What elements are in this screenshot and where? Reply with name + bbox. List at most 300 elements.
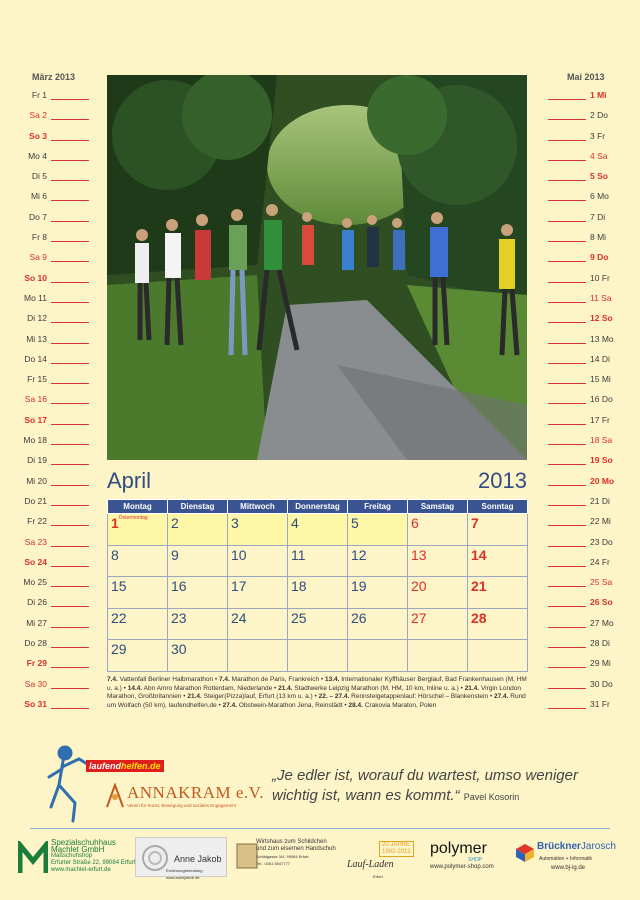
next-month-day-label: 13 Mo <box>590 333 614 344</box>
next-month-day-label: 4 Sa <box>590 150 608 161</box>
next-month-day-row <box>545 349 640 369</box>
prev-month-writing-line <box>51 667 89 668</box>
prev-month-day-label: Mo 11 <box>24 292 47 303</box>
calendar-day-number: 18 <box>291 578 307 594</box>
prev-month-day-label: Di 19 <box>27 455 47 466</box>
next-month-writing-line <box>548 282 586 283</box>
prev-month-day-label: So 3 <box>29 130 47 141</box>
event-date: 21.4. <box>278 684 293 692</box>
prev-month-day-row <box>15 450 110 470</box>
prev-month-day-label: Mo 25 <box>23 577 47 588</box>
next-month-day-row <box>545 166 640 186</box>
next-month-writing-line <box>548 302 586 303</box>
prev-month-day-row <box>15 674 110 694</box>
prev-month-day-row <box>15 329 110 349</box>
prev-month-day-label: Mi 20 <box>26 475 47 486</box>
calendar-day-cell <box>108 514 168 546</box>
prev-month-writing-line <box>51 302 89 303</box>
next-month-day-row <box>545 450 640 470</box>
annakram-logo <box>105 783 275 813</box>
calendar-day-cell <box>348 640 408 672</box>
april-calendar-grid <box>107 499 528 672</box>
calendar-day-number: 26 <box>351 609 367 626</box>
next-month-day-label: 16 Do <box>590 394 613 405</box>
prev-month-day-row <box>15 186 110 206</box>
next-month-day-row <box>545 694 640 714</box>
prev-month-writing-line <box>51 586 89 587</box>
prev-month-day-label: So 31 <box>24 698 47 709</box>
prev-month-day-row <box>15 592 110 612</box>
next-month-day-row <box>545 653 640 673</box>
next-month-writing-line <box>548 221 586 222</box>
event-date: 27.4. <box>222 702 238 710</box>
next-month-day-label: 10 Fr <box>590 272 610 283</box>
event-date: 14.4. <box>127 684 143 692</box>
next-month-writing-line <box>548 403 586 404</box>
next-month-writing-line <box>548 606 586 607</box>
next-month-writing-line <box>548 383 586 384</box>
next-month-writing-line <box>548 647 586 648</box>
prev-month-writing-line <box>51 505 89 506</box>
prev-month-day-label: Do 21 <box>24 495 47 506</box>
next-month-writing-line <box>548 119 586 120</box>
prev-month-day-row <box>15 369 110 389</box>
calendar-day-cell <box>468 514 528 546</box>
calendar-day-number: 1 <box>111 515 119 531</box>
prev-month-day-label: Mi 6 <box>30 191 47 202</box>
prev-month-writing-line <box>51 200 89 201</box>
holiday-label: Ostermontag <box>118 515 148 521</box>
next-month-day-row <box>545 268 640 288</box>
calendar-day-cell <box>108 545 168 577</box>
event-date: 22. – 27.4. <box>318 693 350 701</box>
next-month-day-label: 22 Mi <box>590 516 611 527</box>
next-month-day-label: 1 Mi <box>590 90 607 100</box>
calendar-day-cell <box>468 545 528 577</box>
calendar-day-cell <box>168 514 228 546</box>
prev-month-day-label: Fr 8 <box>31 232 47 243</box>
next-month-day-row <box>545 613 640 633</box>
prev-month-day-row <box>15 308 110 328</box>
calendar-day-cell <box>228 514 288 546</box>
calendar-day-number: 21 <box>471 578 487 594</box>
prev-month-day-row <box>15 633 110 653</box>
calendar-day-cell <box>348 545 408 577</box>
next-month-writing-line <box>548 525 586 526</box>
event-date: 7.4. <box>219 676 230 683</box>
prev-month-day-row <box>15 207 110 227</box>
prev-month-writing-line <box>51 546 89 547</box>
next-month-writing-line <box>548 343 586 344</box>
quote <box>272 766 602 807</box>
next-month-day-row <box>545 308 640 328</box>
next-month-writing-line <box>548 546 586 547</box>
calendar-day-cell <box>228 608 288 640</box>
prev-month-day-row <box>15 349 110 369</box>
calendar-day-cell <box>468 577 528 609</box>
event-date: 21.4. <box>187 693 202 701</box>
next-month-day-label: 7 Di <box>590 211 606 222</box>
prev-month-day-label: So 24 <box>24 556 47 567</box>
calendar-day-number: 12 <box>351 546 367 563</box>
prev-month-day-row <box>15 166 110 186</box>
calendar-day-number: 20 <box>411 578 427 594</box>
calendar-day-number: 8 <box>111 546 119 563</box>
calendar-day-number: 23 <box>171 609 187 626</box>
next-month-day-row <box>545 572 640 592</box>
next-month-writing-line <box>548 160 586 161</box>
event-date: 27.4. <box>493 693 509 701</box>
next-month-day-label: 29 Mi <box>590 658 611 669</box>
next-month-writing-line <box>548 627 586 628</box>
prev-month-day-label: Fr 29 <box>26 658 47 669</box>
prev-month-writing-line <box>51 282 89 283</box>
prev-month-title: März 2013 <box>31 72 75 82</box>
calendar-day-cell <box>468 640 528 672</box>
next-month-writing-line <box>548 180 586 181</box>
prev-month-day-row <box>15 105 110 125</box>
next-month-day-label: 31 Fr <box>590 698 610 709</box>
calendar-day-cell <box>348 608 408 640</box>
weekday-header: Montag <box>108 500 168 514</box>
prev-month-writing-line <box>51 485 89 486</box>
weekday-header: Freitag <box>348 500 408 514</box>
next-month-writing-line <box>548 464 586 465</box>
calendar-day-number: 15 <box>111 578 127 594</box>
prev-month-writing-line <box>51 363 89 364</box>
quote-author: Pavel Kosorin <box>463 792 520 802</box>
prev-month-day-label: Fr 1 <box>31 90 47 100</box>
next-month-writing-line <box>548 667 586 668</box>
weekday-header: Dienstag <box>168 500 228 514</box>
next-month-writing-line <box>548 363 586 364</box>
calendar-week-row <box>108 640 528 672</box>
footer-divider <box>30 828 610 829</box>
calendar-day-cell <box>408 545 468 577</box>
next-month-writing-line <box>548 261 586 262</box>
brueckner-cube-icon <box>515 843 535 863</box>
running-event-photo <box>107 75 527 460</box>
laufendhelfen-logo: laufendhelfen.de <box>86 760 164 772</box>
next-month-writing-line <box>548 586 586 587</box>
calendar-day-number: 3 <box>231 515 239 531</box>
next-month-day-label: 26 So <box>590 597 613 608</box>
next-month-writing-line <box>548 241 586 242</box>
prev-month-day-row <box>15 227 110 247</box>
prev-month-writing-line <box>51 119 89 120</box>
next-month-day-row <box>545 329 640 349</box>
calendar-day-number: 4 <box>291 515 299 531</box>
prev-month-day-row <box>15 146 110 166</box>
next-month-day-row <box>545 532 640 552</box>
prev-month-writing-line <box>51 140 89 141</box>
next-month-writing-line <box>548 688 586 689</box>
next-month-day-label: 8 Mi <box>590 232 607 243</box>
next-month-day-row <box>545 674 640 694</box>
prev-month-day-label: Sa 23 <box>24 536 47 547</box>
event-date: 21.4. <box>464 684 480 692</box>
prev-month-column <box>15 72 110 714</box>
prev-month-writing-line <box>51 99 89 100</box>
next-month-day-row <box>545 227 640 247</box>
next-month-day-row <box>545 288 640 308</box>
calendar-day-cell <box>228 545 288 577</box>
calendar-day-cell <box>168 545 228 577</box>
next-month-day-row <box>545 552 640 572</box>
prev-month-writing-line <box>51 444 89 445</box>
calendar-day-number: 5 <box>351 515 359 531</box>
next-month-column <box>545 72 640 714</box>
next-month-day-label: 23 Do <box>590 536 613 547</box>
prev-month-writing-line <box>51 343 89 344</box>
event-description: Abn Amro Marathon Rotterdam, Niederlande • <box>142 684 279 692</box>
sponsor-polymer: polymer SHOP www.polymer-shop.com <box>430 840 494 870</box>
prev-month-day-label: So 17 <box>24 414 47 425</box>
next-month-day-label: 14 Di <box>590 353 610 364</box>
next-month-day-label: 24 Fr <box>590 556 610 567</box>
prev-month-day-label: Mi 27 <box>26 617 47 628</box>
next-month-day-label: 21 Di <box>590 495 610 506</box>
next-month-day-row <box>545 410 640 430</box>
calendar-day-number: 11 <box>291 546 306 563</box>
prev-month-writing-line <box>51 322 89 323</box>
next-month-day-row <box>545 592 640 612</box>
prev-month-writing-line <box>51 647 89 648</box>
next-month-day-row <box>545 85 640 105</box>
prev-month-writing-line <box>51 525 89 526</box>
prev-month-day-row <box>15 552 110 572</box>
year: 2013 <box>478 468 527 493</box>
prev-month-day-label: Fr 15 <box>27 374 47 385</box>
calendar-day-cell <box>108 608 168 640</box>
event-description: Marathon de Paris, Frankreich • <box>229 676 325 683</box>
prev-month-day-label: Mo 18 <box>23 435 47 446</box>
next-month-title: Mai 2013 <box>567 72 605 82</box>
prev-month-writing-line <box>51 241 89 242</box>
next-month-day-label: 5 So <box>590 171 608 182</box>
weekday-header: Donnerstag <box>288 500 348 514</box>
calendar-day-number: 27 <box>411 609 427 626</box>
next-month-day-row <box>545 389 640 409</box>
prev-month-day-row <box>15 247 110 267</box>
next-month-day-label: 15 Mi <box>590 374 611 385</box>
calendar-day-cell <box>228 640 288 672</box>
calendar-day-cell <box>108 640 168 672</box>
jakob-logo-icon <box>140 843 170 873</box>
next-month-day-label: 19 So <box>590 455 613 466</box>
next-month-day-row <box>545 430 640 450</box>
calendar-day-number: 6 <box>411 515 419 531</box>
next-month-day-label: 11 Sa <box>590 292 612 303</box>
calendar-day-number: 14 <box>471 546 487 563</box>
next-month-day-label: 20 Mo <box>590 475 615 486</box>
next-month-writing-line <box>548 505 586 506</box>
calendar-day-number: 9 <box>171 546 179 563</box>
calendar-week-row <box>108 514 528 546</box>
sponsor-jakob: Anne Jakob Ernährungsberatung · www.annejakob.de <box>135 837 227 877</box>
calendar-day-number: 13 <box>411 546 427 563</box>
calendar-day-cell <box>408 514 468 546</box>
next-month-day-row <box>545 491 640 511</box>
month-title-row <box>107 468 527 496</box>
prev-month-day-row <box>15 511 110 531</box>
next-month-writing-line <box>548 99 586 100</box>
prev-month-day-label: Sa 9 <box>29 252 47 263</box>
calendar-day-number: 30 <box>171 641 187 657</box>
events-list <box>107 676 528 711</box>
next-month-writing-line <box>548 424 586 425</box>
calendar-day-number: 10 <box>231 546 247 563</box>
prev-month-day-row <box>15 471 110 491</box>
prev-month-day-row <box>15 491 110 511</box>
sponsor-bar: Spezialschuhhaus Machlet GmbH Maßschuhshop Erfurter Straße 22, 99084 Erfurt www.machlet-erfurt.de Anne Jakob Ernährungsberatung · www.annejakob.de Wirtshaus zum Schildchen und zum eisernen Handschuh Schildgasse 3/4, 99084 Erfurt Tel.: 0361 5547777 20 JAHRE 1992-2012 Lauf-Laden Erfurt polymer SHOP www.polymer-shop.com BrücknerJarosch Automation + Informatik www.bj-ig.de <box>0 833 640 900</box>
annakram-subtitle: Verein für Kunst, Bewegung und soziales Engagement <box>127 803 236 808</box>
calendar-day-number: 19 <box>351 578 367 594</box>
prev-month-day-label: Mi 13 <box>26 333 47 344</box>
calendar-day-cell <box>348 577 408 609</box>
event-date: 13.4. <box>324 676 340 683</box>
next-month-day-label: 30 Do <box>590 678 613 689</box>
prev-month-day-label: Sa 16 <box>24 394 47 405</box>
prev-month-day-row <box>15 613 110 633</box>
next-month-day-row <box>545 146 640 166</box>
prev-month-writing-line <box>51 221 89 222</box>
next-month-writing-line <box>548 322 586 323</box>
prev-month-day-row <box>15 572 110 592</box>
next-month-day-label: 28 Di <box>590 638 610 649</box>
event-description: Virgin London Marathon, Großbritannien • <box>107 684 521 701</box>
calendar-day-cell <box>168 640 228 672</box>
prev-month-day-row <box>15 288 110 308</box>
next-month-day-label: 18 Sa <box>590 435 613 446</box>
next-month-day-row <box>545 105 640 125</box>
calendar-week-row <box>108 608 528 640</box>
calendar-day-number: 22 <box>111 609 127 626</box>
event-description: Crakovia Maraton, Polen <box>362 702 437 710</box>
weekday-header: Samstag <box>408 500 468 514</box>
calendar-day-cell <box>228 577 288 609</box>
calendar-day-cell <box>408 608 468 640</box>
prev-month-writing-line <box>51 566 89 567</box>
prev-month-day-label: Do 28 <box>24 638 47 649</box>
annakram-name: ANNAKRAM e.V. <box>127 783 264 802</box>
event-description: Rund um Wolfach (50 km), laufendhelfen.de • <box>107 693 526 710</box>
prev-month-day-label: Do 7 <box>29 211 47 222</box>
calendar-day-number: 25 <box>291 609 307 626</box>
prev-month-day-label: Sa 30 <box>24 678 47 689</box>
calendar-day-cell <box>468 608 528 640</box>
next-month-day-label: 9 Do <box>590 252 609 263</box>
event-description: Obstwein-Marathon Jena, Reinstädt • <box>237 702 349 710</box>
calendar-day-number: 7 <box>471 515 479 531</box>
prev-month-day-label: Do 14 <box>24 353 47 364</box>
prev-month-day-row <box>15 653 110 673</box>
event-description: Steiger(Pizza)lauf, Erfurt (13 km u. a.) • <box>201 693 319 701</box>
next-month-writing-line <box>548 444 586 445</box>
prev-month-day-row <box>15 389 110 409</box>
prev-month-day-label: Fr 22 <box>27 516 47 527</box>
prev-month-writing-line <box>51 688 89 689</box>
calendar-day-cell <box>288 545 348 577</box>
event-description: Stadtwerke Leipzig Marathon (M, HM, 10 km, Inline u. a.) • <box>292 684 465 692</box>
calendar-day-cell <box>108 577 168 609</box>
weekday-header: Sonntag <box>468 500 528 514</box>
calendar-day-number: 2 <box>171 515 179 531</box>
calendar-day-cell <box>348 514 408 546</box>
event-date: 7.4. <box>107 676 118 683</box>
prev-month-writing-line <box>51 383 89 384</box>
next-month-day-label: 12 So <box>590 313 613 324</box>
prev-month-writing-line <box>51 606 89 607</box>
calendar-day-number: 28 <box>471 609 487 626</box>
prev-month-writing-line <box>51 627 89 628</box>
prev-month-day-label: So 10 <box>24 272 47 283</box>
calendar-day-cell <box>288 514 348 546</box>
prev-month-day-row <box>15 268 110 288</box>
next-month-writing-line <box>548 708 586 709</box>
next-month-day-label: 3 Fr <box>590 130 606 141</box>
prev-month-writing-line <box>51 403 89 404</box>
prev-month-day-label: Mo 4 <box>28 150 47 161</box>
month-name: April <box>107 468 152 493</box>
event-description: Internationaler Kyffhäuser Berglauf, Bad Frankenhausen (M, HM u. a.) • <box>107 676 527 692</box>
calendar-day-cell <box>168 577 228 609</box>
prev-month-day-label: Sa 2 <box>29 110 47 121</box>
quote-text: „Je edler ist, worauf du wartest, umso weniger wichtig ist, wann es kommt.“ <box>272 767 578 804</box>
calendar-day-cell <box>288 608 348 640</box>
prev-month-day-row <box>15 85 110 105</box>
calendar-day-cell <box>288 640 348 672</box>
next-month-writing-line <box>548 200 586 201</box>
next-month-day-row <box>545 511 640 531</box>
next-month-day-row <box>545 247 640 267</box>
event-description: Rennsteigetappenlauf: Hörschel – Blankenstein • <box>349 693 494 701</box>
prev-month-day-row <box>15 430 110 450</box>
next-month-day-row <box>545 207 640 227</box>
prev-month-day-label: Di 12 <box>27 313 47 324</box>
calendar-week-row <box>108 545 528 577</box>
prev-month-writing-line <box>51 180 89 181</box>
next-month-writing-line <box>548 566 586 567</box>
prev-month-writing-line <box>51 708 89 709</box>
next-month-day-row <box>545 471 640 491</box>
machlet-logo-icon <box>18 841 48 875</box>
calendar-day-cell <box>408 577 468 609</box>
next-month-day-row <box>545 126 640 146</box>
prev-month-day-row <box>15 532 110 552</box>
calendar-day-number: 29 <box>111 641 127 657</box>
prev-month-day-row <box>15 126 110 146</box>
calendar-day-number: 24 <box>231 609 247 626</box>
calendar-day-number: 17 <box>231 578 247 594</box>
prev-month-writing-line <box>51 261 89 262</box>
prev-month-day-label: Di 5 <box>31 171 47 182</box>
calendar-day-cell <box>288 577 348 609</box>
prev-month-day-label: Di 26 <box>27 597 47 608</box>
prev-month-writing-line <box>51 424 89 425</box>
next-month-day-label: 17 Fr <box>590 414 610 425</box>
calendar-week-row <box>108 577 528 609</box>
next-month-day-row <box>545 633 640 653</box>
prev-month-day-row <box>15 694 110 714</box>
next-month-writing-line <box>548 485 586 486</box>
event-description: Vattenfall Berliner Halbmarathon • <box>117 676 219 683</box>
next-month-day-row <box>545 369 640 389</box>
next-month-day-row <box>545 186 640 206</box>
prev-month-writing-line <box>51 160 89 161</box>
weekday-header: Mittwoch <box>228 500 288 514</box>
next-month-day-label: 2 Do <box>590 110 608 121</box>
